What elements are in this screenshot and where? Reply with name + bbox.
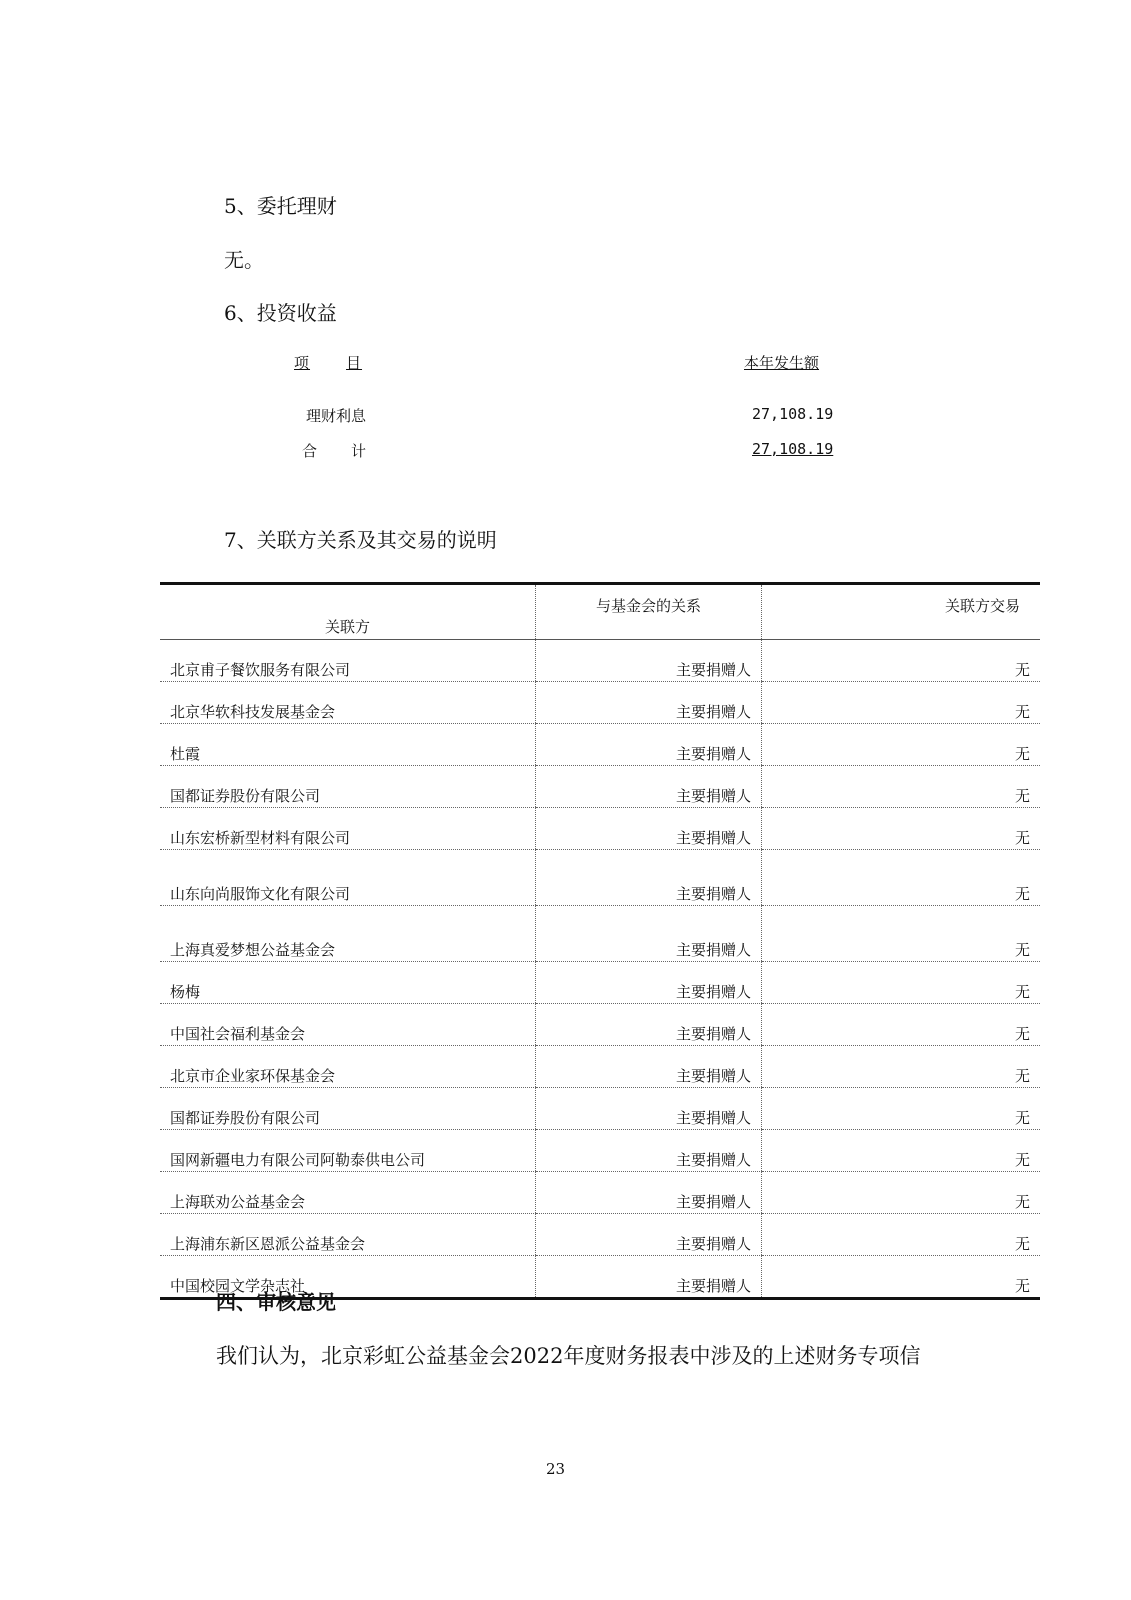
table-row [160, 906, 1040, 962]
transaction-cell: 无 [762, 1046, 1041, 1088]
transaction-cell: 无 [762, 1088, 1041, 1130]
investment-header-amount: 本年发生额 [744, 354, 820, 372]
table-row [160, 724, 1040, 766]
investment-row-value: 27,108.19 [752, 405, 834, 423]
header-related-party: 关联方 [160, 584, 536, 640]
transaction-cell: 无 [762, 682, 1041, 724]
related-party-name: 上海联劝公益基金会 [160, 1172, 536, 1214]
transaction-cell: 无 [762, 1004, 1041, 1046]
relationship-cell: 主要捐赠人 [536, 682, 762, 724]
relationship-cell: 主要捐赠人 [536, 640, 762, 682]
transaction-cell: 无 [762, 640, 1041, 682]
table-row [160, 1172, 1040, 1214]
investment-header-item-b: 目 [346, 354, 363, 372]
related-party-name: 山东宏桥新型材料有限公司 [160, 808, 536, 850]
related-party-name: 北京华软科技发展基金会 [160, 682, 536, 724]
related-party-name: 中国社会福利基金会 [160, 1004, 536, 1046]
relationship-cell: 主要捐赠人 [536, 808, 762, 850]
table-row [160, 1046, 1040, 1088]
related-party-name: 山东向尚服饰文化有限公司 [160, 850, 536, 906]
table-row [160, 1214, 1040, 1256]
transaction-cell: 无 [762, 724, 1041, 766]
section-6-heading: 6、投资收益 [224, 301, 337, 325]
relationship-cell: 主要捐赠人 [536, 1004, 762, 1046]
investment-total-label-a: 合 [302, 442, 318, 460]
section-5-heading: 5、委托理财 [224, 194, 337, 218]
transaction-cell: 无 [762, 808, 1041, 850]
table-row [160, 682, 1040, 724]
audit-opinion-paragraph: 我们认为，北京彩虹公益基金会2022年度财务报表中涉及的上述财务专项信 [216, 1344, 921, 1368]
relationship-cell: 主要捐赠人 [536, 906, 762, 962]
related-party-table [160, 582, 1040, 1300]
related-party-name: 国都证券股份有限公司 [160, 766, 536, 808]
transaction-cell: 无 [762, 906, 1041, 962]
relationship-cell: 主要捐赠人 [536, 1172, 762, 1214]
relationship-cell: 主要捐赠人 [536, 1214, 762, 1256]
section-5-content: 无。 [224, 248, 264, 272]
related-party-name: 国都证券股份有限公司 [160, 1088, 536, 1130]
transaction-cell: 无 [762, 1256, 1041, 1299]
relationship-cell: 主要捐赠人 [536, 766, 762, 808]
page-number: 23 [546, 1460, 566, 1478]
table-row [160, 766, 1040, 808]
related-party-name: 北京甫子餐饮服务有限公司 [160, 640, 536, 682]
relationship-cell: 主要捐赠人 [536, 962, 762, 1004]
investment-total-value: 27,108.19 [752, 440, 834, 458]
related-party-name: 杜霞 [160, 724, 536, 766]
section-7-heading: 7、关联方关系及其交易的说明 [224, 528, 497, 552]
transaction-cell: 无 [762, 1214, 1041, 1256]
relationship-cell: 主要捐赠人 [536, 1088, 762, 1130]
header-relationship: 与基金会的关系 [536, 584, 762, 640]
transaction-cell: 无 [762, 1172, 1041, 1214]
table-row [160, 962, 1040, 1004]
related-party-name: 中国校园文学杂志社 [170, 1277, 306, 1295]
header-transaction: 关联方交易 [762, 584, 1041, 640]
related-party-name: 上海真爱梦想公益基金会 [160, 906, 536, 962]
table-row [160, 1088, 1040, 1130]
related-party-name: 国网新疆电力有限公司阿勒泰供电公司 [160, 1130, 536, 1172]
related-party-name: 北京市企业家环保基金会 [160, 1046, 536, 1088]
investment-header-item [294, 352, 362, 373]
transaction-cell: 无 [762, 850, 1041, 906]
investment-row-label: 理财利息 [306, 407, 367, 425]
table-row [160, 850, 1040, 906]
relationship-cell: 主要捐赠人 [536, 850, 762, 906]
table-row [160, 1004, 1040, 1046]
section-4-heading: 四、审核意见 [216, 1290, 336, 1314]
relationship-cell: 主要捐赠人 [536, 1130, 762, 1172]
investment-total-label-b: 计 [351, 442, 367, 460]
table-row [160, 1130, 1040, 1172]
transaction-cell: 无 [762, 1130, 1041, 1172]
table-row [160, 640, 1040, 682]
relationship-cell: 主要捐赠人 [536, 724, 762, 766]
table-row [160, 808, 1040, 850]
transaction-cell: 无 [762, 962, 1041, 1004]
investment-total-label [302, 440, 366, 461]
investment-header-item-a: 项 [294, 354, 311, 372]
relationship-cell: 主要捐赠人 [536, 1046, 762, 1088]
table-header-row [160, 584, 1040, 640]
related-party-name: 杨梅 [160, 962, 536, 1004]
related-party-name: 上海浦东新区恩派公益基金会 [160, 1214, 536, 1256]
transaction-cell: 无 [762, 766, 1041, 808]
relationship-cell: 主要捐赠人 [536, 1256, 762, 1299]
